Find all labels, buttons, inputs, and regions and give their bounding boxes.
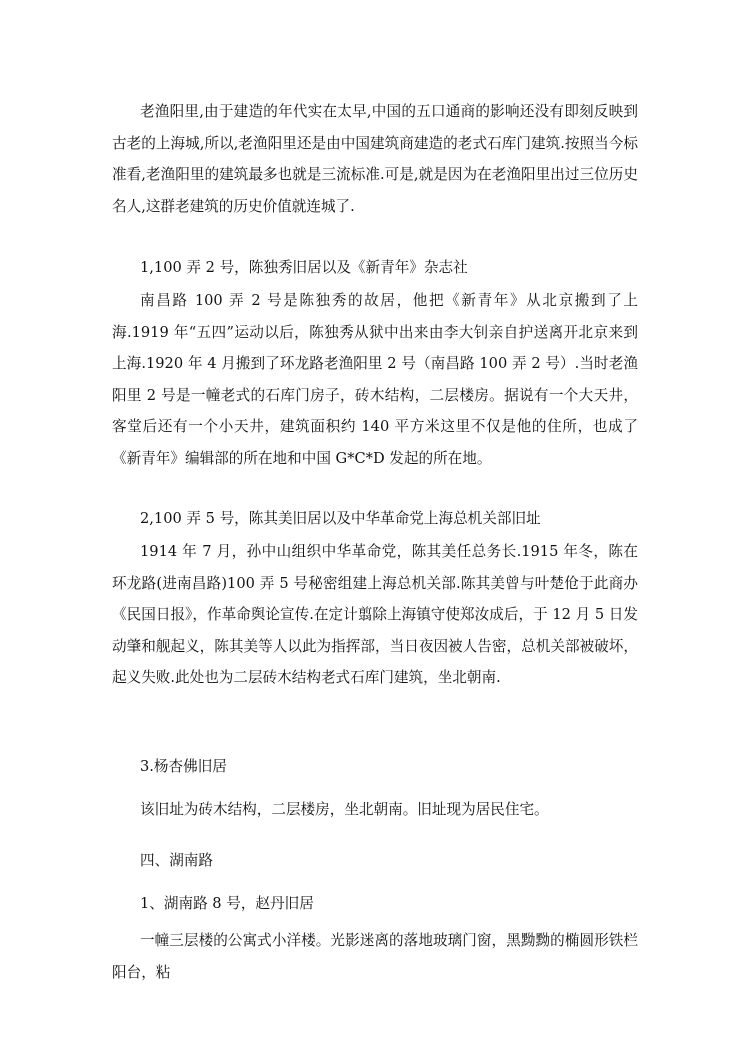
section-heading-hunan-road: 四、湖南路 (140, 852, 213, 869)
section-heading-chen-duxiu: 1,100 弄 2 号，陈独秀旧居以及《新青年》杂志社 (140, 259, 468, 276)
paragraph-zhao-dan: 一幢三层楼的公寓式小洋楼。光影迷离的落地玻璃门窗，黑黝黝的椭圆形铁栏阳台，粘 (112, 932, 638, 981)
section-heading-yang-xingfo: 3.杨杏佛旧居 (140, 758, 227, 775)
paragraph-chen-duxiu: 南昌路 100 弄 2 号是陈独秀的故居，他把《新青年》从北京搬到了上海.1919 年“五四”运动以后，陈独秀从狱中出来由李大钊亲自护送离开北京来到上海.1920 年 4 月搬到了环龙路老渔阳里 2 号（南昌路 100 弄 2 号）.当时老渔阳里 2 号是一幢老式的石库门房子，砖木结构，二层楼房。据说有一个大天井，客堂后还有一个小天井，建筑面积约 140 平方米这里不仅是他的住所，也成了《新青年》编辑部的所在地和中国 G*C*D 发起的所在地。 (112, 292, 638, 467)
paragraph-chen-qimei: 1914 年 7 月，孙中山组织中华革命党，陈其美任总务长.1915 年冬，陈在环龙路(进南昌路)100 弄 5 号秘密组建上海总机关部.陈其美曾与叶楚伧于此商办《民国日报》，作革命舆论宣传.在定计翦除上海镇守使郑汝成后，于 12 月 5 日发动肇和舰起义，陈其美等人以此为指挥部，当日夜因被人告密，总机关部被破坏，起义失败.此处也为二层砖木结构老式石库门建筑，坐北朝南. (112, 543, 638, 686)
paragraph-yang-xingfo: 该旧址为砖木结构，二层楼房，坐北朝南。旧址现为居民住宅。 (140, 801, 549, 818)
section-heading-chen-qimei: 2,100 弄 5 号，陈其美旧居以及中华革命党上海总机关部旧址 (140, 510, 541, 527)
section-heading-zhao-dan: 1、湖南路 8 号，赵丹旧居 (140, 895, 314, 912)
paragraph-laoyuyangli-intro: 老渔阳里,由于建造的年代实在太早,中国的五口通商的影响还没有即刻反映到古老的上海城,所以,老渔阳里还是由中国建筑商建造的老式石库门建筑.按照当今标准看,老渔阳里的建筑最多也就是三流标准.可是,就是因为在老渔阳里出过三位历史名人,这群老建筑的历史价值就连城了. (112, 103, 638, 215)
